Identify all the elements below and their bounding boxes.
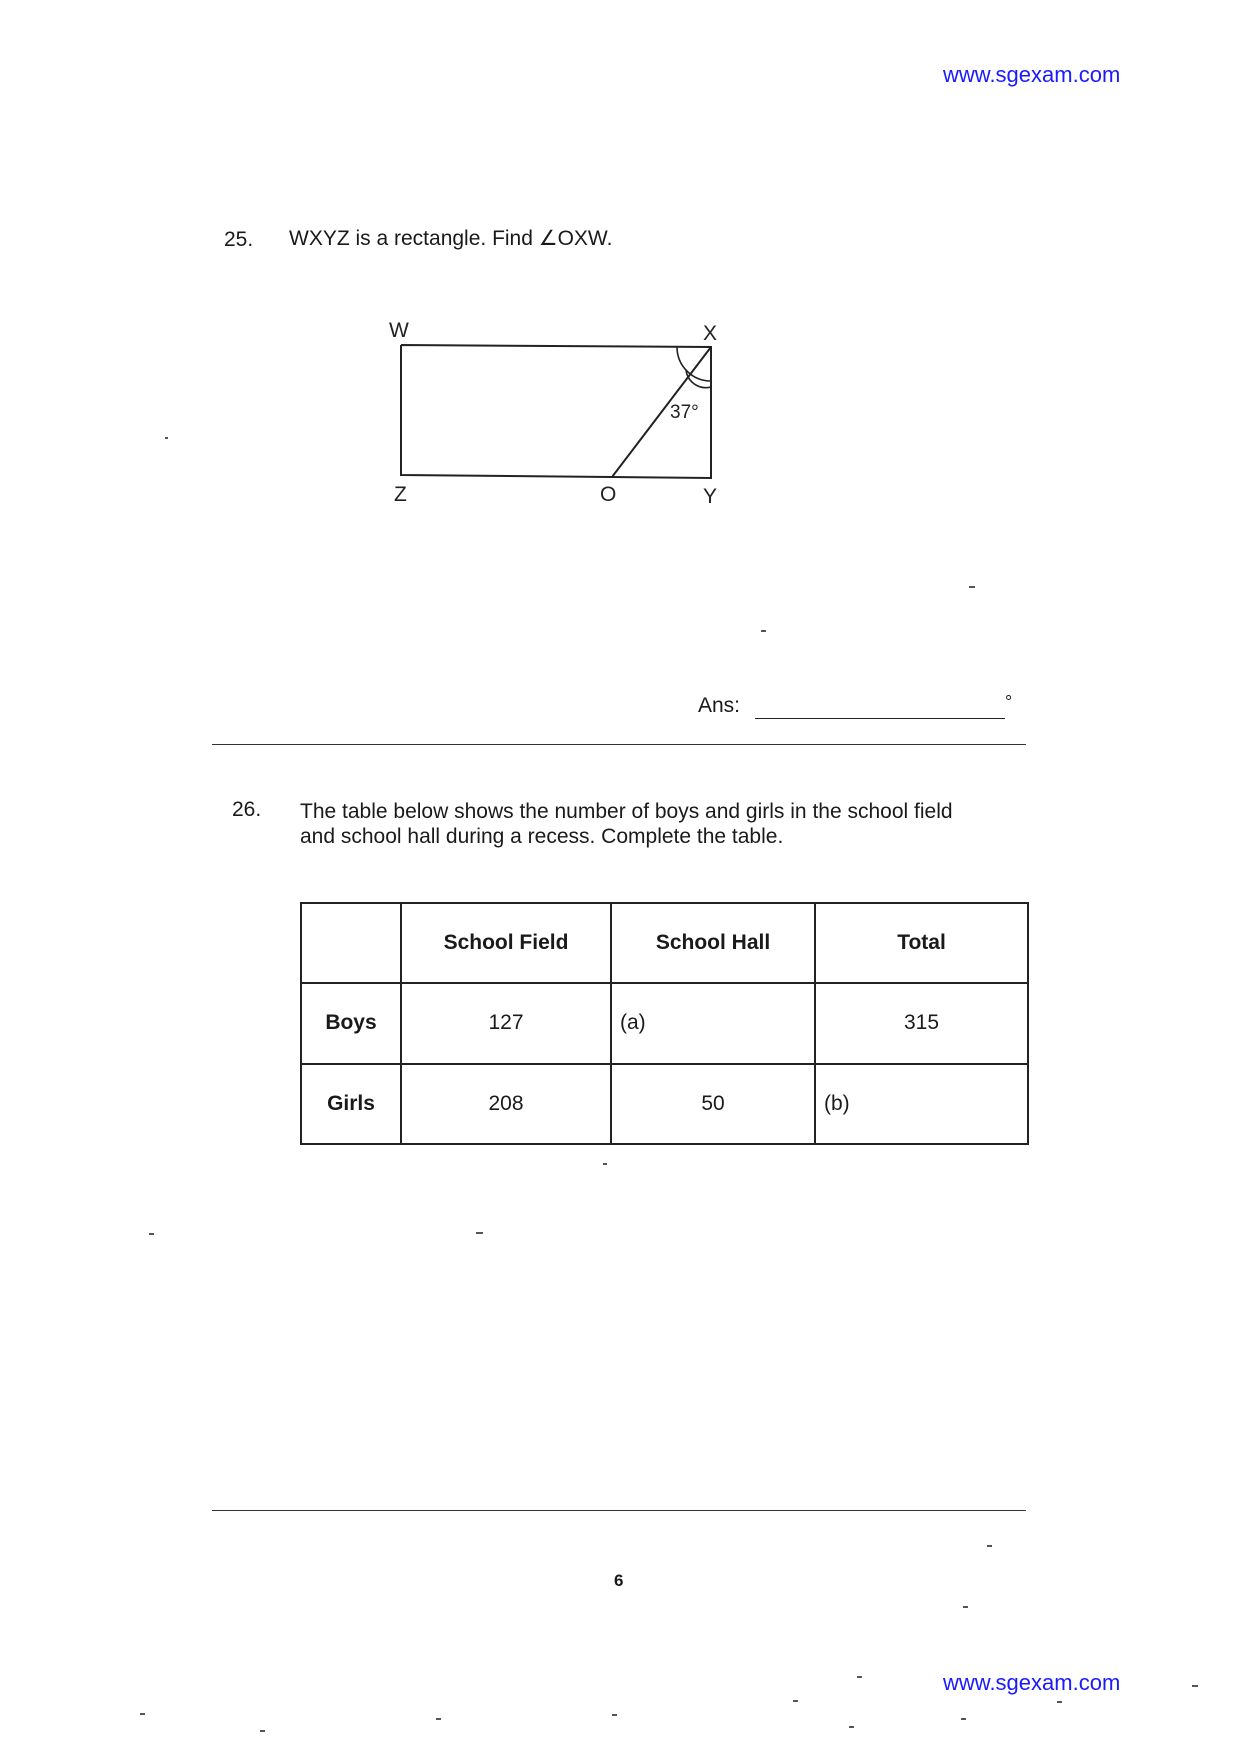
table-header-cell: School Field (401, 903, 611, 983)
scan-speck (165, 437, 168, 439)
vertex-label-z: Z (394, 483, 407, 506)
scan-speck (140, 1713, 145, 1715)
scan-speck (961, 1718, 966, 1720)
row-label-boys: Boys (301, 983, 401, 1063)
scan-speck (857, 1676, 862, 1678)
question-26-text-line2: and school hall during a recess. Complete the table. (300, 825, 784, 848)
table-header-cell: School Hall (611, 903, 815, 983)
table-header-row (301, 903, 1028, 983)
scan-speck (149, 1233, 154, 1235)
boys-girls-table (300, 902, 1029, 1145)
scan-speck (793, 1700, 798, 1702)
rectangle-wxyz (401, 345, 711, 478)
question-26-text-line1: The table below shows the number of boys and girls in the school field (300, 800, 953, 823)
scan-speck (436, 1718, 441, 1720)
footer-site-link[interactable]: www.sgexam.com (943, 1670, 1121, 1695)
table-header-cell: Total (815, 903, 1028, 983)
bottom-divider (212, 1510, 1026, 1511)
header-site-link[interactable]: www.sgexam.com (943, 62, 1121, 87)
table-cell: 315 (815, 983, 1028, 1063)
table-cell: 208 (401, 1064, 611, 1144)
answer-unit: ° (1005, 692, 1013, 712)
table-row (301, 983, 1028, 1063)
scan-speck (849, 1726, 854, 1728)
vertex-label-o: O (600, 483, 617, 506)
scan-speck (1192, 1685, 1198, 1687)
rectangle-diagram (380, 310, 740, 520)
question-26-number: 26. (232, 798, 262, 821)
vertex-label-x: X (703, 322, 718, 345)
vertex-label-y: Y (703, 485, 718, 508)
scan-speck (612, 1714, 617, 1716)
question-25-number: 25. (224, 228, 254, 251)
answer-label: Ans: (698, 694, 741, 717)
section-divider (212, 744, 1026, 745)
scan-speck (476, 1232, 483, 1234)
answer-line[interactable] (755, 718, 1005, 719)
scan-speck (260, 1730, 265, 1732)
scan-speck (761, 630, 766, 632)
table-header-cell (301, 903, 401, 983)
scan-speck (963, 1606, 968, 1608)
table-row (301, 1064, 1028, 1144)
table-cell: 50 (611, 1064, 815, 1144)
scan-speck (1057, 1701, 1062, 1703)
angle-label: 37° (670, 402, 699, 423)
answer-cell-b[interactable]: (b) (815, 1064, 1028, 1144)
answer-cell-a[interactable]: (a) (611, 983, 815, 1063)
row-label-girls: Girls (301, 1064, 401, 1144)
scan-speck (969, 586, 975, 588)
question-25-text: WXYZ is a rectangle. Find ∠OXW. (289, 227, 613, 250)
vertex-label-w: W (389, 319, 409, 342)
scan-speck (603, 1163, 607, 1165)
page-number: 6 (614, 1571, 624, 1590)
table-cell: 127 (401, 983, 611, 1063)
scan-speck (987, 1545, 992, 1547)
